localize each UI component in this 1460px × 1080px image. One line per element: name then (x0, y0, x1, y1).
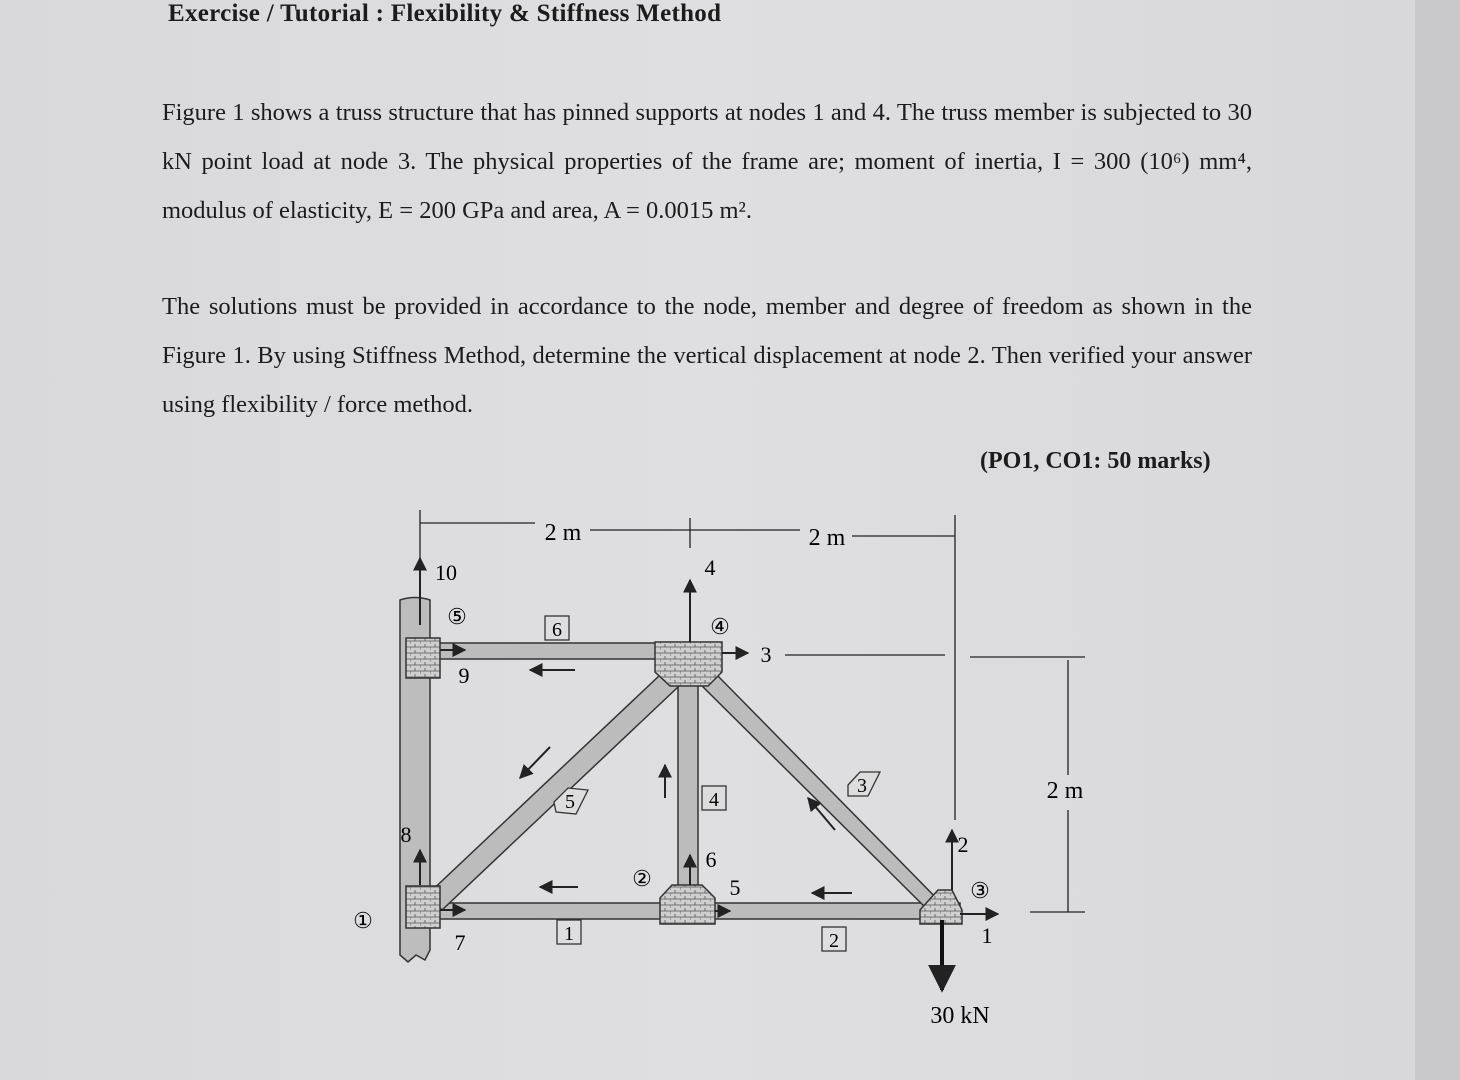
page-edge (1415, 0, 1460, 1080)
dof-label-1: 1 (981, 923, 993, 948)
node-label-2: ② (632, 866, 652, 891)
member-label-5: 5 (565, 791, 575, 813)
dof-label-3: 3 (760, 642, 772, 667)
member-label-6: 6 (552, 619, 562, 641)
problem-paragraph-1: Figure 1 shows a truss structure that has pinned supports at nodes 1 and 4. The truss member is subjected to 30 kN point load at node 3. The physical properties of the frame are; moment of inertia, I = 300 (10⁶) mm⁴, modulus of elasticity, E = 200 GPa and area, A = 0.0015 m². (162, 99, 1252, 224)
dof-label-5: 5 (729, 875, 741, 900)
gusset-node-2 (660, 885, 715, 924)
dof-label-6: 6 (705, 847, 717, 872)
dof-label-10: 10 (435, 560, 457, 585)
member-4-bar (678, 670, 698, 910)
truss-diagram (330, 500, 1110, 1040)
dof-label-7: 7 (454, 930, 466, 955)
node-label-5: ⑤ (447, 604, 467, 629)
exercise-heading: Exercise / Tutorial : Flexibility & Stiffness Method (168, 0, 722, 27)
dim-label-top-right: 2 m (808, 525, 846, 551)
dof-label-9: 9 (458, 663, 470, 688)
dof-label-8: 8 (400, 822, 412, 847)
load-label: 30 kN (930, 1003, 990, 1029)
problem-paragraph-2: The solutions must be provided in accordance to the node, member and degree of freedom as shown in the Figure 1. By using Stiffness Method, determine the vertical displacement at node 2. Then verified your answer using flexibility / force method. (162, 293, 1252, 418)
node-label-1: ① (353, 908, 373, 933)
dim-label-top-left: 2 m (544, 520, 582, 546)
member-label-1: 1 (564, 923, 574, 945)
marks-label: (PO1, CO1: 50 marks) (980, 448, 1211, 474)
dof-label-2: 2 (957, 832, 969, 857)
gusset-node-1 (406, 886, 440, 928)
node-label-4: ④ (710, 614, 730, 639)
truss-figure (330, 500, 1110, 1045)
member-label-2: 2 (829, 930, 839, 952)
member-5-bar (426, 658, 696, 910)
member-label-4: 4 (709, 789, 719, 811)
dim-label-height: 2 m (1046, 778, 1084, 804)
gusset-node-4 (655, 642, 722, 686)
member-label-3: 3 (857, 775, 867, 797)
node-label-3: ③ (970, 878, 990, 903)
gusset-node-5 (406, 638, 440, 678)
dof-label-4: 4 (704, 555, 716, 580)
